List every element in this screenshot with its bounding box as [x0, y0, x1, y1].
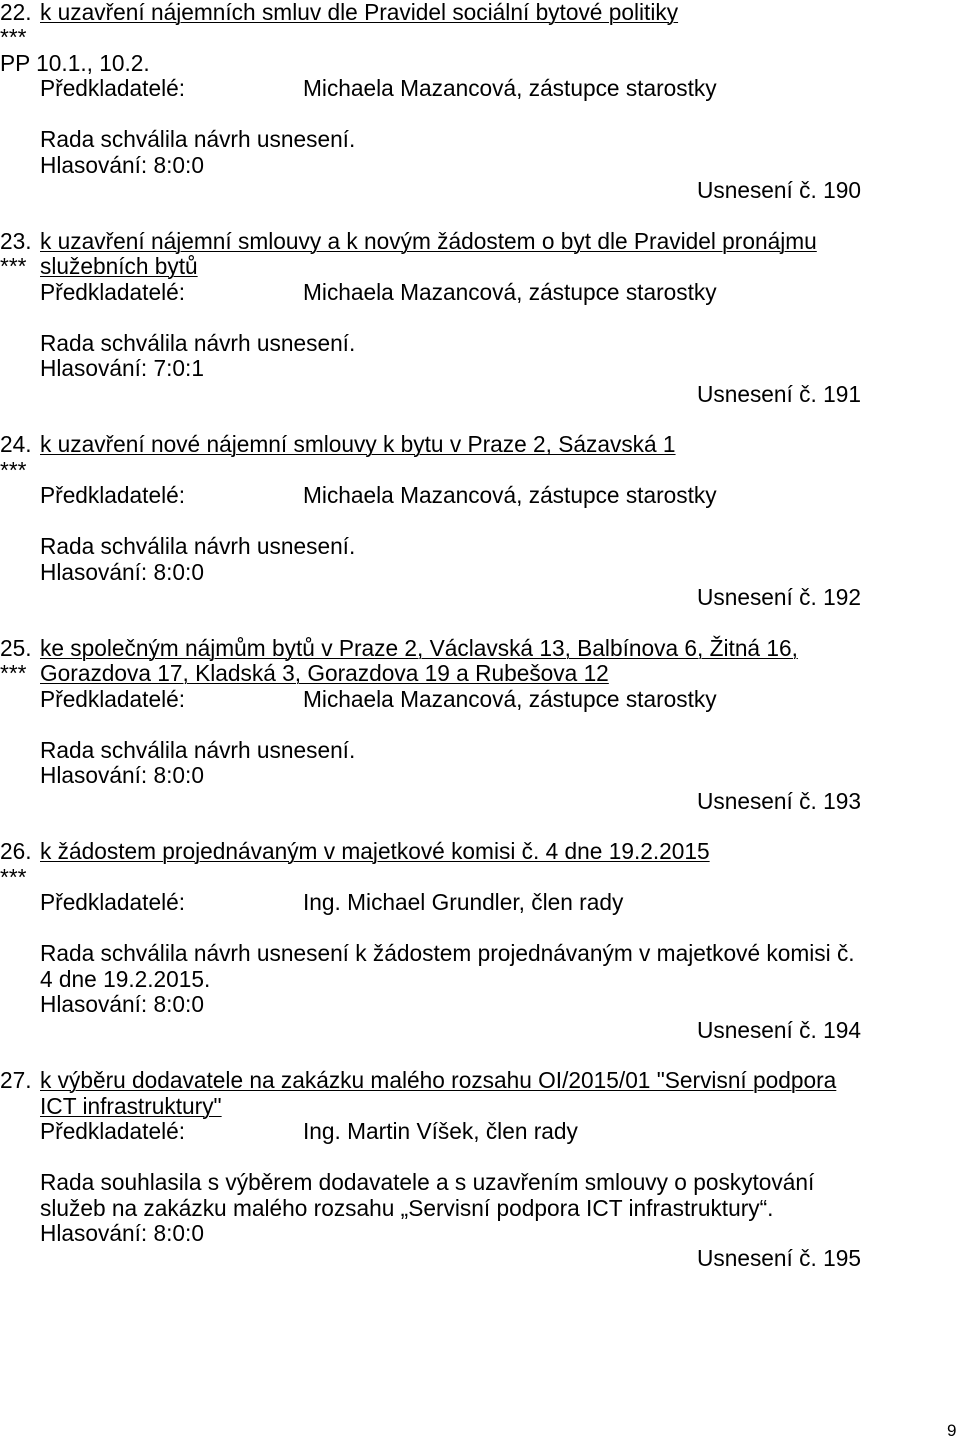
- item-title: Gorazdova 17, Kladská 3, Gorazdova 19 a Rubešova 12: [40, 660, 609, 687]
- item-number: 25.: [0, 634, 32, 661]
- presenter-row: [0, 687, 960, 712]
- resolution-row: [0, 1246, 960, 1271]
- decision-text: Rada souhlasila s výběrem dodavatele a s uzavřením smlouvy o poskytování: [40, 1169, 815, 1196]
- resolution-number: Usnesení č. 195: [697, 1245, 861, 1272]
- spacer: [0, 305, 960, 330]
- resolution-row: [0, 178, 960, 203]
- marker-row: [0, 458, 960, 483]
- item-number: 23.: [0, 227, 32, 254]
- item-title: ke společným nájmům bytů v Praze 2, Václavská 13, Balbínova 6, Žitná 16,: [40, 634, 798, 661]
- presenter-label: Předkladatelé:: [40, 1118, 186, 1145]
- decision-row: [0, 534, 960, 559]
- decision-row: [0, 127, 960, 152]
- decision-row: [0, 331, 960, 356]
- title-row: [0, 661, 960, 686]
- title-row: [0, 1094, 960, 1119]
- vote-row: [0, 153, 960, 178]
- title-row: [0, 1068, 960, 1093]
- resolution-row: [0, 1018, 960, 1043]
- item-number: 22.: [0, 0, 32, 25]
- asterisk-marker: ***: [0, 253, 27, 280]
- marker-row: [0, 865, 960, 890]
- asterisk-marker: ***: [0, 863, 27, 890]
- spacer: [0, 204, 960, 229]
- page-number: 9: [947, 1421, 957, 1440]
- spacer: [0, 1145, 960, 1170]
- presenter-name: Ing. Martin Víšek, člen rady: [303, 1118, 578, 1145]
- presenter-name: Ing. Michael Grundler, člen rady: [303, 889, 624, 916]
- vote-result: Hlasování: 8:0:0: [40, 762, 204, 789]
- presenter-row: [0, 483, 960, 508]
- item-number: 24.: [0, 431, 32, 458]
- title-row: [0, 432, 960, 457]
- title-row: [0, 229, 960, 254]
- decision-text: Rada schválila návrh usnesení.: [40, 126, 356, 153]
- vote-result: Hlasování: 8:0:0: [40, 558, 204, 585]
- title-row: [0, 636, 960, 661]
- item-number: 26.: [0, 838, 32, 865]
- item-title: k žádostem projednávaným v majetkové komisi č. 4 dne 19.2.2015: [40, 838, 710, 865]
- agenda-item: [0, 839, 960, 1068]
- item-number: 27.: [0, 1067, 32, 1094]
- reference-row: [0, 51, 960, 76]
- presenter-label: Předkladatelé:: [40, 75, 186, 102]
- title-row: [0, 0, 960, 25]
- spacer: [0, 712, 960, 737]
- presenter-name: Michaela Mazancová, zástupce starostky: [303, 75, 717, 102]
- presenter-row: [0, 890, 960, 915]
- spacer: [0, 916, 960, 941]
- reference-code: PP 10.1., 10.2.: [0, 49, 150, 76]
- presenter-row: [0, 1119, 960, 1144]
- asterisk-marker: ***: [0, 456, 27, 483]
- spacer: [0, 814, 960, 839]
- presenter-row: [0, 76, 960, 101]
- vote-result: Hlasování: 7:0:1: [40, 355, 204, 382]
- title-row: [0, 839, 960, 864]
- item-title: k uzavření nájemních smluv dle Pravidel sociální bytové politiky: [40, 0, 679, 25]
- spacer: [0, 102, 960, 127]
- decision-text: služeb na zakázku malého rozsahu „Servisní podpora ICT infrastruktury“.: [40, 1194, 774, 1221]
- decision-text: Rada schválila návrh usnesení.: [40, 329, 356, 356]
- vote-result: Hlasování: 8:0:0: [40, 991, 204, 1018]
- resolution-number: Usnesení č. 194: [697, 1016, 861, 1043]
- item-title: ICT infrastruktury": [40, 1092, 222, 1119]
- resolution-row: [0, 382, 960, 407]
- decision-row: [0, 967, 960, 992]
- decision-text: Rada schválila návrh usnesení.: [40, 533, 356, 560]
- presenter-label: Předkladatelé:: [40, 889, 186, 916]
- spacer: [0, 1043, 960, 1068]
- asterisk-marker: ***: [0, 660, 27, 687]
- vote-row: [0, 1221, 960, 1246]
- decision-row: [0, 1170, 960, 1195]
- marker-row: [0, 25, 960, 50]
- spacer: [0, 611, 960, 636]
- resolution-row: [0, 585, 960, 610]
- agenda-item: [0, 636, 960, 840]
- decision-row: [0, 738, 960, 763]
- item-title: služebních bytů: [40, 253, 198, 280]
- decision-text: Rada schválila návrh usnesení.: [40, 736, 356, 763]
- presenter-row: [0, 280, 960, 305]
- resolution-number: Usnesení č. 191: [697, 380, 861, 407]
- item-title: k uzavření nájemní smlouvy a k novým žádostem o byt dle Pravidel pronájmu: [40, 227, 817, 254]
- spacer: [0, 407, 960, 432]
- vote-result: Hlasování: 8:0:0: [40, 151, 204, 178]
- presenter-name: Michaela Mazancová, zástupce starostky: [303, 482, 717, 509]
- item-title: k uzavření nové nájemní smlouvy k bytu v Praze 2, Sázavská 1: [40, 431, 676, 458]
- decision-row: [0, 941, 960, 966]
- presenter-label: Předkladatelé:: [40, 482, 186, 509]
- vote-row: [0, 992, 960, 1017]
- agenda-item: [0, 432, 960, 636]
- item-title: k výběru dodavatele na zakázku malého rozsahu OI/2015/01 "Servisní podpora: [40, 1067, 837, 1094]
- presenter-name: Michaela Mazancová, zástupce starostky: [303, 685, 717, 712]
- spacer: [0, 509, 960, 534]
- presenter-label: Předkladatelé:: [40, 278, 186, 305]
- resolution-number: Usnesení č. 192: [697, 584, 861, 611]
- resolution-number: Usnesení č. 193: [697, 787, 861, 814]
- presenter-name: Michaela Mazancová, zástupce starostky: [303, 278, 717, 305]
- vote-row: [0, 560, 960, 585]
- resolution-number: Usnesení č. 190: [697, 177, 861, 204]
- title-row: [0, 254, 960, 279]
- vote-row: [0, 356, 960, 381]
- asterisk-marker: ***: [0, 24, 27, 51]
- agenda-item: [0, 0, 960, 229]
- decision-row: [0, 1196, 960, 1221]
- agenda-item: [0, 1068, 960, 1272]
- presenter-label: Předkladatelé:: [40, 685, 186, 712]
- decision-text: 4 dne 19.2.2015.: [40, 965, 211, 992]
- vote-row: [0, 763, 960, 788]
- vote-result: Hlasování: 8:0:0: [40, 1220, 204, 1246]
- resolution-row: [0, 789, 960, 814]
- decision-text: Rada schválila návrh usnesení k žádostem projednávaným v majetkové komisi č.: [40, 940, 855, 967]
- agenda-item: [0, 229, 960, 433]
